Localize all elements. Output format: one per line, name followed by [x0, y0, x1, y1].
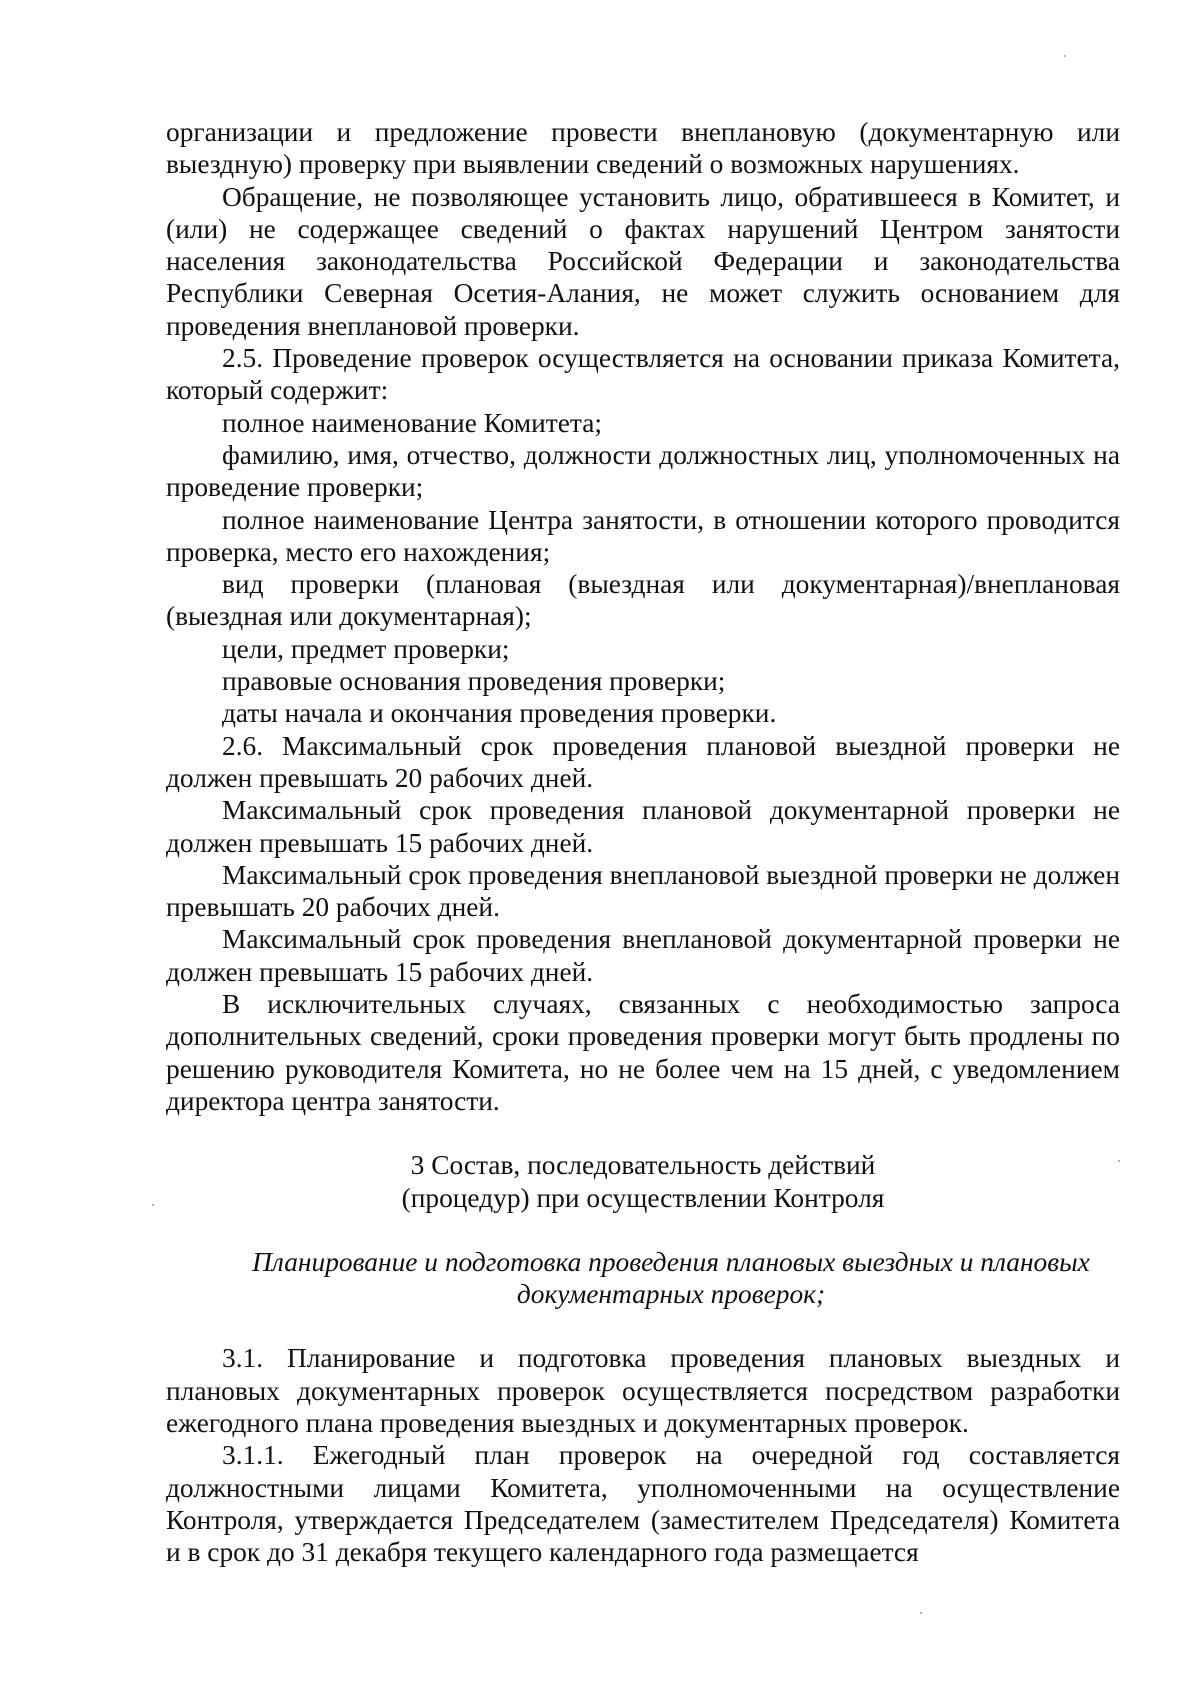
paragraph-planned-documentary: Максимальный срок проведения плановой документарной проверки не должен превышать 15 рабочих дней. [166, 795, 1120, 858]
section-3-body [166, 1342, 1120, 1568]
section-heading-line-2: (процедур) при осуществлении Контроля [401, 1182, 885, 1213]
subsection-heading-line-2: документарных проверок; [516, 1279, 826, 1310]
scan-speck [1064, 55, 1066, 57]
scan-speck [920, 1612, 922, 1614]
paragraph-exceptional-cases: В исключительных случаях, связанных с необходимостью запроса дополнительных сведений, сроки проведения проверки могут быть продлены по решению руководителя Комитета, но не более чем на 15 дней, с уведомлением директора центра занятости. [166, 989, 1120, 1116]
list-item-legal-grounds: правовые основания проведения проверки; [222, 666, 726, 697]
subsection-heading-line-1: Планирование и подготовка проведения плановых выездных и плановых [252, 1246, 1090, 1277]
paragraph-unplanned-documentary: Максимальный срок проведения внеплановой документарной проверки не должен превышать 15 рабочих дней. [166, 924, 1120, 987]
paragraph-2-5: 2.5. Проведение проверок осуществляется на основании приказа Комитета, который содержит: [166, 343, 1120, 406]
paragraph-unplanned-onsite: Максимальный срок проведения внеплановой выездной проверки не должен превышать 20 рабочих дней. [166, 859, 1120, 923]
paragraph-appeal: Обращение, не позволяющее установить лицо, обратившееся в Комитет, и (или) не содержащее сведений о фактах нарушений Центром занятости населения законодательства Российской Федерации и законодательства Республики Северная Осетия-Алания, не может служить основанием для проведения внеплановой проверки. [166, 181, 1120, 341]
section-heading [166, 1149, 1120, 1214]
subsection-heading [166, 1246, 1120, 1311]
paragraph-3-1-1: 3.1.1. Ежегодный план проверок на очередной год составляется должностными лицами Комитета, уполномоченными на осуществление Контроля, утверждается Председателем (заместителем Председателя) Комитета и в срок до 31 декабря текущего календарного года размещается [166, 1440, 1120, 1568]
scan-speck [152, 1204, 154, 1206]
paragraph-3-1: 3.1. Планирование и подготовка проведения плановых выездных и плановых документарных проверок осуществляется посредством разработки ежегодного плана проведения выездных и документарных проверок. [166, 1343, 1120, 1438]
list-item-inspection-type: вид проверки (плановая (выездная или документарная)/внеплановая (выездная или документарная); [166, 569, 1120, 632]
list-item-officials: фамилию, имя, отчество, должности должностных лиц, уполномоченных на проведение проверки; [166, 439, 1120, 503]
paragraph-2-6: 2.6. Максимальный срок проведения плановой выездной проверки не должен превышать 20 рабочих дней. [166, 730, 1120, 793]
scan-speck [1118, 1160, 1120, 1162]
list-item-employment-center: полное наименование Центра занятости, в отношении которого проводится проверка, место его нахождения; [166, 504, 1120, 567]
list-item-goals: цели, предмет проверки; [222, 633, 510, 664]
paragraph-continuation: организации и предложение провести внеплановую (документарную или выездную) проверку при выявлении сведений о возможных нарушениях. [166, 117, 1120, 180]
document-body [166, 116, 1120, 1568]
list-item-dates: даты начала и окончания проведения проверки. [222, 698, 777, 729]
list-item-committee-name: полное наименование Комитета; [222, 407, 602, 438]
section-heading-line-1: 3 Состав, последовательность действий [410, 1150, 876, 1181]
